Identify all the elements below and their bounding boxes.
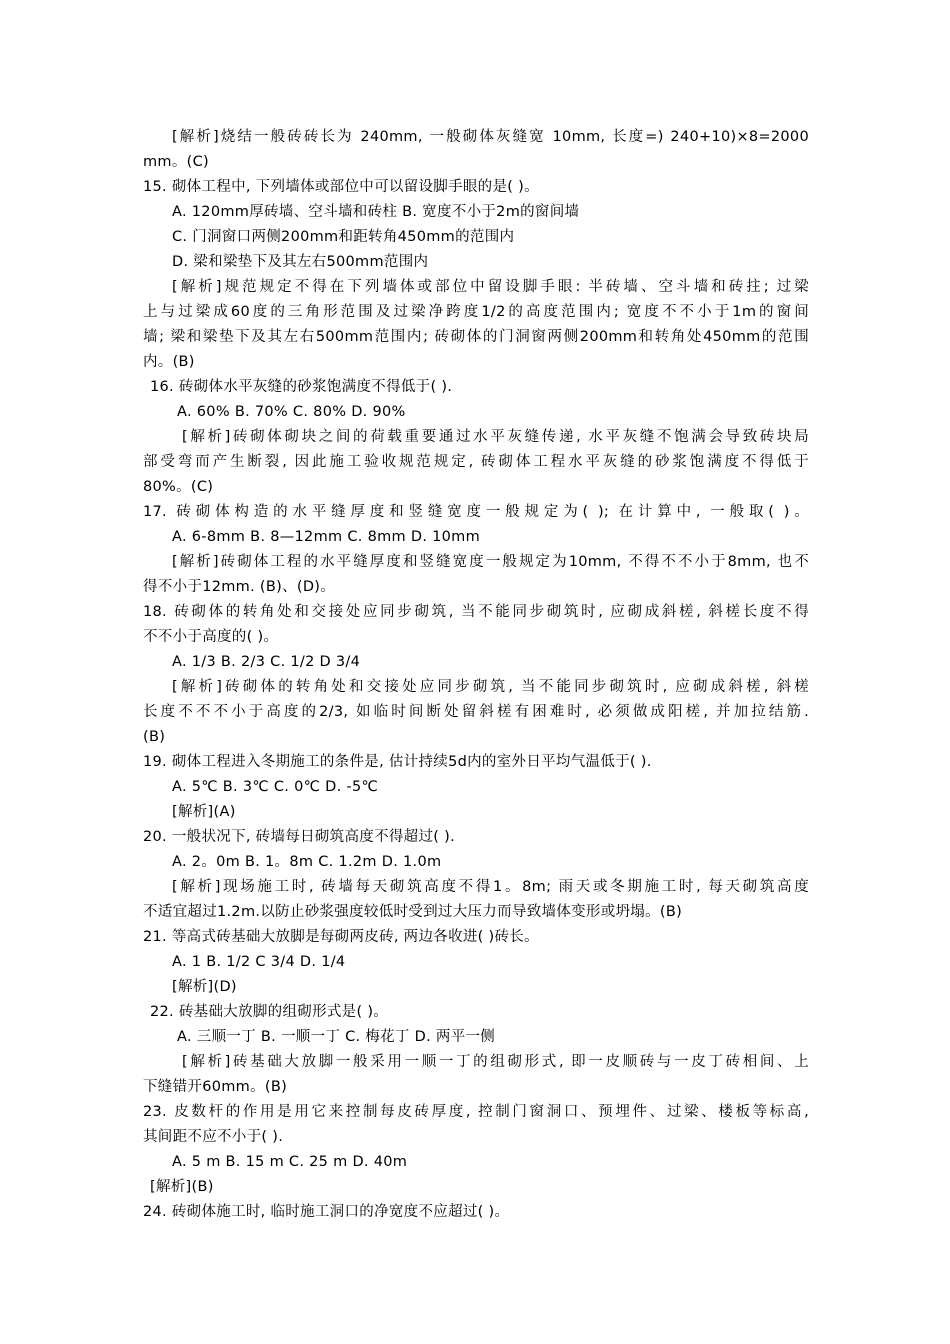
text-line: [解析]烧结一般砖砖长为 240mm, 一般砌体灰缝宽 10mm, 长度=) 240+10)×8=2000 bbox=[172, 129, 809, 145]
text-line: 其间距不应不小于( ). bbox=[143, 1129, 284, 1145]
text-line: 20. 一般状况下, 砖墙每日砌筑高度不得超过( ). bbox=[143, 829, 456, 845]
text-line: [解析](D) bbox=[172, 979, 237, 995]
text-line: (B) bbox=[143, 729, 166, 745]
text-line: 不不小于高度的( )。 bbox=[143, 629, 279, 645]
text-line: 下缝错开60mm。(B) bbox=[143, 1079, 288, 1095]
text-line: [解析]现场施工时, 砖墙每天砌筑高度不得1。8m; 雨天或冬期施工时, 每天砌筑高度 bbox=[172, 879, 809, 895]
text-line: 不适宜超过1.2m.以防止砂浆强度较低时受到过大压力而导致墙体变形或坍塌。(B) bbox=[143, 904, 683, 920]
text-line: A. 5℃ B. 3℃ C. 0℃ D. -5℃ bbox=[172, 779, 379, 795]
text-line: [解析](A) bbox=[172, 804, 236, 820]
text-line: 19. 砌体工程进入冬期施工的条件是, 估计持续5d内的室外日平均气温低于( ). bbox=[143, 754, 652, 770]
text-line: [解析](B) bbox=[150, 1179, 214, 1195]
text-line: 15. 砌体工程中, 下列墙体或部位中可以留设脚手眼的是( )。 bbox=[143, 179, 539, 195]
text-line: [解析]砖砌体砌块之间的荷载重要通过水平灰缝传递, 水平灰缝不饱满会导致砖块局 bbox=[182, 429, 809, 445]
text-line: A. 1/3 B. 2/3 C. 1/2 D 3/4 bbox=[172, 654, 361, 670]
text-line: 长度不不不小于高度的2/3, 如临时间断处留斜槎有困难时, 必须做成阳槎, 并加拉结筋. bbox=[143, 704, 809, 720]
text-line: [解析]规范规定不得在下列墙体或部位中留设脚手眼: 半砖墙、空斗墙和砖拄; 过梁 bbox=[172, 279, 809, 295]
text-line: [解析]砖砌体工程的水平缝厚度和竖缝宽度一般规定为10mm, 不得不不小于8mm, 也不 bbox=[172, 554, 809, 570]
text-line: C. 门洞窗口两侧200mm和距转角450mm的范围内 bbox=[172, 229, 515, 245]
text-line: 墙; 梁和梁垫下及其左右500mm范围内; 砖砌体的门洞窗两侧200mm和转角处450mm的范围 bbox=[143, 329, 809, 345]
text-line: A. 5 m B. 15 m C. 25 m D. 40m bbox=[172, 1154, 408, 1170]
text-line: 内。(B) bbox=[143, 354, 195, 370]
text-line: 24. 砖砌体施工时, 临时施工洞口的净宽度不应超过( )。 bbox=[143, 1204, 510, 1220]
text-line: A. 120mm厚砖墙、空斗墙和砖柱 B. 宽度不小于2m的窗间墙 bbox=[172, 204, 580, 220]
text-line: A. 60% B. 70% C. 80% D. 90% bbox=[177, 404, 406, 420]
text-line: A. 三顺一丁 B. 一顺一丁 C. 梅花丁 D. 两平一侧 bbox=[177, 1029, 496, 1045]
text-line: 21. 等高式砖基础大放脚是每砌两皮砖, 两边各收进( )砖长。 bbox=[143, 929, 539, 945]
text-line: 得不小于12mm. (B)、(D)。 bbox=[143, 579, 336, 595]
text-line: 部受弯而产生断裂, 因此施工验收规范规定, 砖砌体工程水平灰缝的砂浆饱满度不得低于 bbox=[143, 454, 809, 470]
text-line: 23. 皮数杆的作用是用它来控制每皮砖厚度, 控制门窗洞口、预埋件、过梁、楼板等标高, bbox=[143, 1104, 809, 1120]
text-line: 22. 砖基础大放脚的组砌形式是( )。 bbox=[150, 1004, 389, 1020]
text-line: A. 6-8mm B. 8—12mm C. 8mm D. 10mm bbox=[172, 529, 481, 545]
text-line: [解析]砖砌体的转角处和交接处应同步砌筑, 当不能同步砌筑时, 应砌成斜槎, 斜槎 bbox=[172, 679, 809, 695]
text-line: 17. 砖砌体构造的水平缝厚度和竖缝宽度一般规定为( ); 在计算中, 一般取( )。 bbox=[143, 504, 809, 520]
text-line: 上与过梁成60度的三角形范围及过梁净跨度1/2的高度范围内; 宽度不不小于1m的窗间 bbox=[143, 304, 809, 320]
text-line: A. 2。0m B. 1。8m C. 1.2m D. 1.0m bbox=[172, 854, 442, 870]
text-line: 80%。(C) bbox=[143, 479, 214, 495]
text-line: [解析]砖基础大放脚一般采用一顺一丁的组砌形式, 即一皮顺砖与一皮丁砖相间、上 bbox=[182, 1054, 809, 1070]
text-line: 16. 砖砌体水平灰缝的砂浆饱满度不得低于( ). bbox=[150, 379, 453, 395]
text-line: D. 梁和梁垫下及其左右500mm范围内 bbox=[172, 254, 429, 270]
text-line: A. 1 B. 1/2 C 3/4 D. 1/4 bbox=[172, 954, 346, 970]
text-line: 18. 砖砌体的转角处和交接处应同步砌筑, 当不能同步砌筑时, 应砌成斜槎, 斜槎长度不得 bbox=[143, 604, 809, 620]
text-line: mm。(C) bbox=[143, 154, 209, 170]
